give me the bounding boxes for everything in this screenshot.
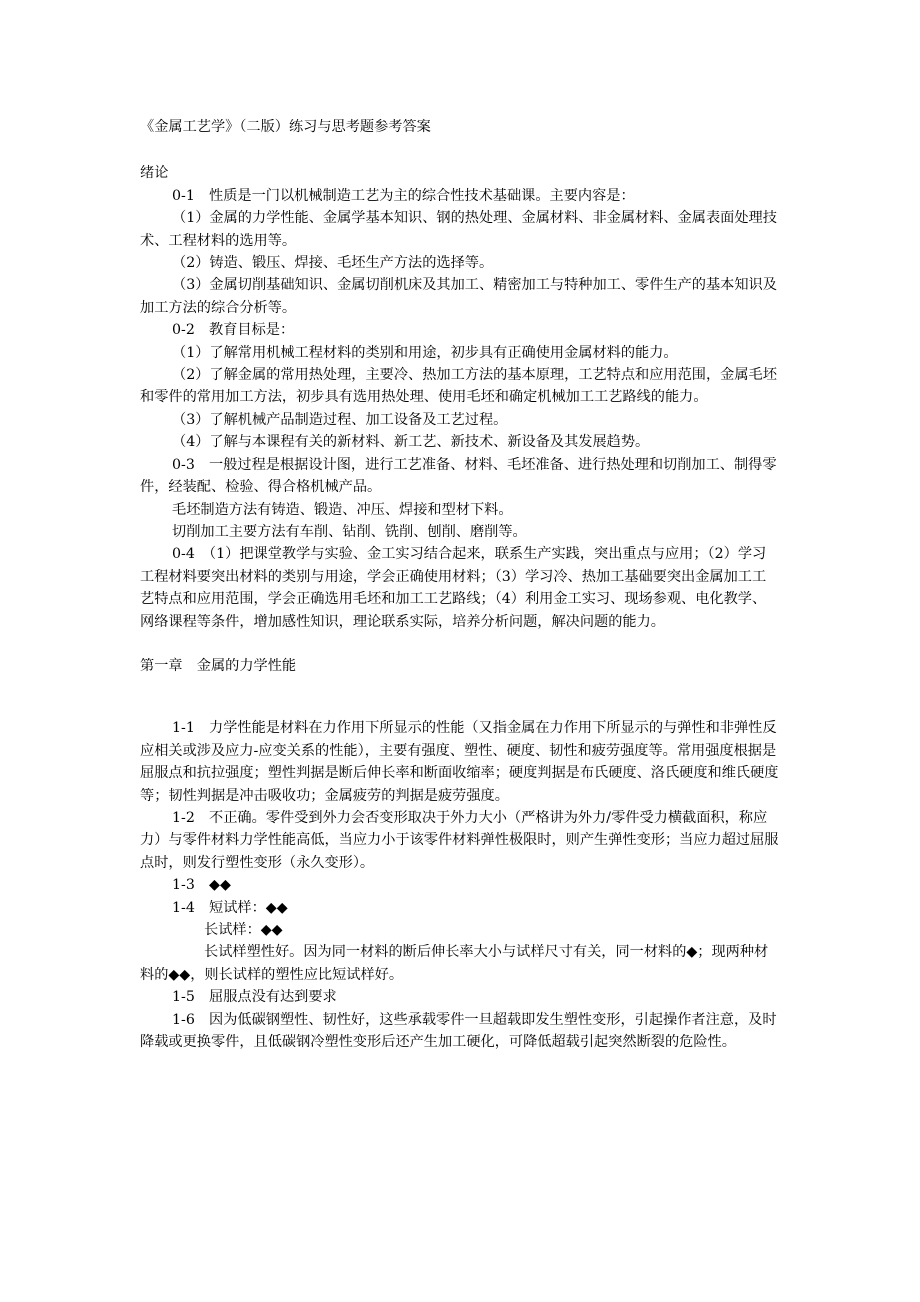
paragraph: 1-1 力学性能是材料在力作用下所显示的性能（又指金属在力作用下所显示的与弹性和非弹性反应相关或涉及应力-应变关系的性能），主要有强度、塑性、硬度、韧性和疲劳强度等。常用强度根据是屈服点和抗拉强度；塑性判据是断后伸长率和断面收缩率；硬度判据是布氏硬度、洛氏硬度和维氏硬度等；韧性判据是冲击吸收功；金属疲劳的判据是疲劳强度。 xyxy=(140,720,779,804)
paragraph: （2）铸造、锻压、焊接、毛坯生产方法的选择等。 xyxy=(172,255,494,272)
paragraph: 切削加工主要方法有车削、钻削、铣削、刨削、磨削等。 xyxy=(172,523,527,540)
spacer xyxy=(140,633,780,655)
section-heading-intro: 绪论 xyxy=(140,165,169,182)
paragraph: 长试样：◆◆ xyxy=(204,922,283,938)
paragraph: 毛坯制造方法有铸造、锻造、冲压、焊接和型材下料。 xyxy=(172,501,513,518)
paragraph: （2）了解金属的常用热处理，主要冷、热加工方法的基本原理，工艺特点和应用范围，金属毛坯和零件的常用加工方法，初步具有选用热处理、使用毛坯和确定机械加工工艺路线的能力。 xyxy=(140,367,777,406)
paragraph: 1-5 屈服点没有达到要求 xyxy=(172,989,337,1006)
paragraph: 1-4 短试样：◆◆ xyxy=(172,899,288,916)
paragraph: （1）金属的力学性能、金属学基本知识、钢的热处理、金属材料、非金属材料、金属表面处理技术、工程材料的选用等。 xyxy=(140,210,777,249)
paragraph: 0-4 （1）把课堂教学与实验、金工实习结合起来，联系生产实践，突出重点与应用；（2）学习工程材料要突出材料的类别与用途，学会正确使用材料；（3）学习冷、热加工基础要突出金属加工工艺特点和应用范围，学会正确选用毛坯和加工工艺路线；（4）利用金工实习、现场参观、电化教学、网络课程等条件，增加感性知识，理论联系实际，培养分析问题，解决问题的能力。 xyxy=(140,546,767,630)
document-body xyxy=(140,116,780,1053)
document-title: 《金属工艺学》（二版）练习与思考题参考答案 xyxy=(140,119,431,135)
paragraph: 0-3 一般过程是根据设计图，进行工艺准备、材料、毛坯准备、进行热处理和切削加工、制得零件，经装配、检验、得合格机械产品。 xyxy=(140,456,777,496)
section-heading-chapter1: 第一章 金属的力学性能 xyxy=(140,657,297,674)
paragraph: 1-3 ◆◆ xyxy=(172,877,231,894)
paragraph: 0-1 性质是一门以机械制造工艺为主的综合性技术基础课。主要内容是： xyxy=(172,187,635,204)
paragraph: （4）了解与本课程有关的新材料、新工艺、新技术、新设备及其发展趋势。 xyxy=(172,434,650,451)
paragraph: 长试样塑性好。因为同一材料的断后伸长率大小与试样尺寸有关，同一材料的◆；现两种材料的◆◆，则长试样的塑性应比短试样好。 xyxy=(140,944,769,983)
paragraph: （1）了解常用机械工程材料的类别和用途，初步具有正确使用金属材料的能力。 xyxy=(172,344,678,361)
paragraph: 0-2 教育目标是： xyxy=(172,322,295,339)
paragraph: 1-2 不正确。零件受到外力会否变形取决于外力大小（严格讲为外力/零件受力横截面积，称应力）与零件材料力学性能高低，当应力小于该零件材料弹性极限时，则产生弹性变形；当应力超过屈服点时，则发行塑性变形（永久变形）。 xyxy=(140,809,779,871)
paragraph: （3）金属切削基础知识、金属切削机床及其加工、精密加工与特种加工、零件生产的基本知识及加工方法的综合分析等。 xyxy=(140,277,777,316)
paragraph: （3）了解机械产品制造过程、加工设备及工艺过程。 xyxy=(172,411,508,428)
spacer xyxy=(140,677,780,717)
paragraph: 1-6 因为低碳钢塑性、韧性好，这些承载零件一旦超载即发生塑性变形，引起操作者注意，及时降载或更换零件，且低碳钢冷塑性变形后还产生加工硬化，可降低超载引起突然断裂的危险性。 xyxy=(140,1011,777,1051)
